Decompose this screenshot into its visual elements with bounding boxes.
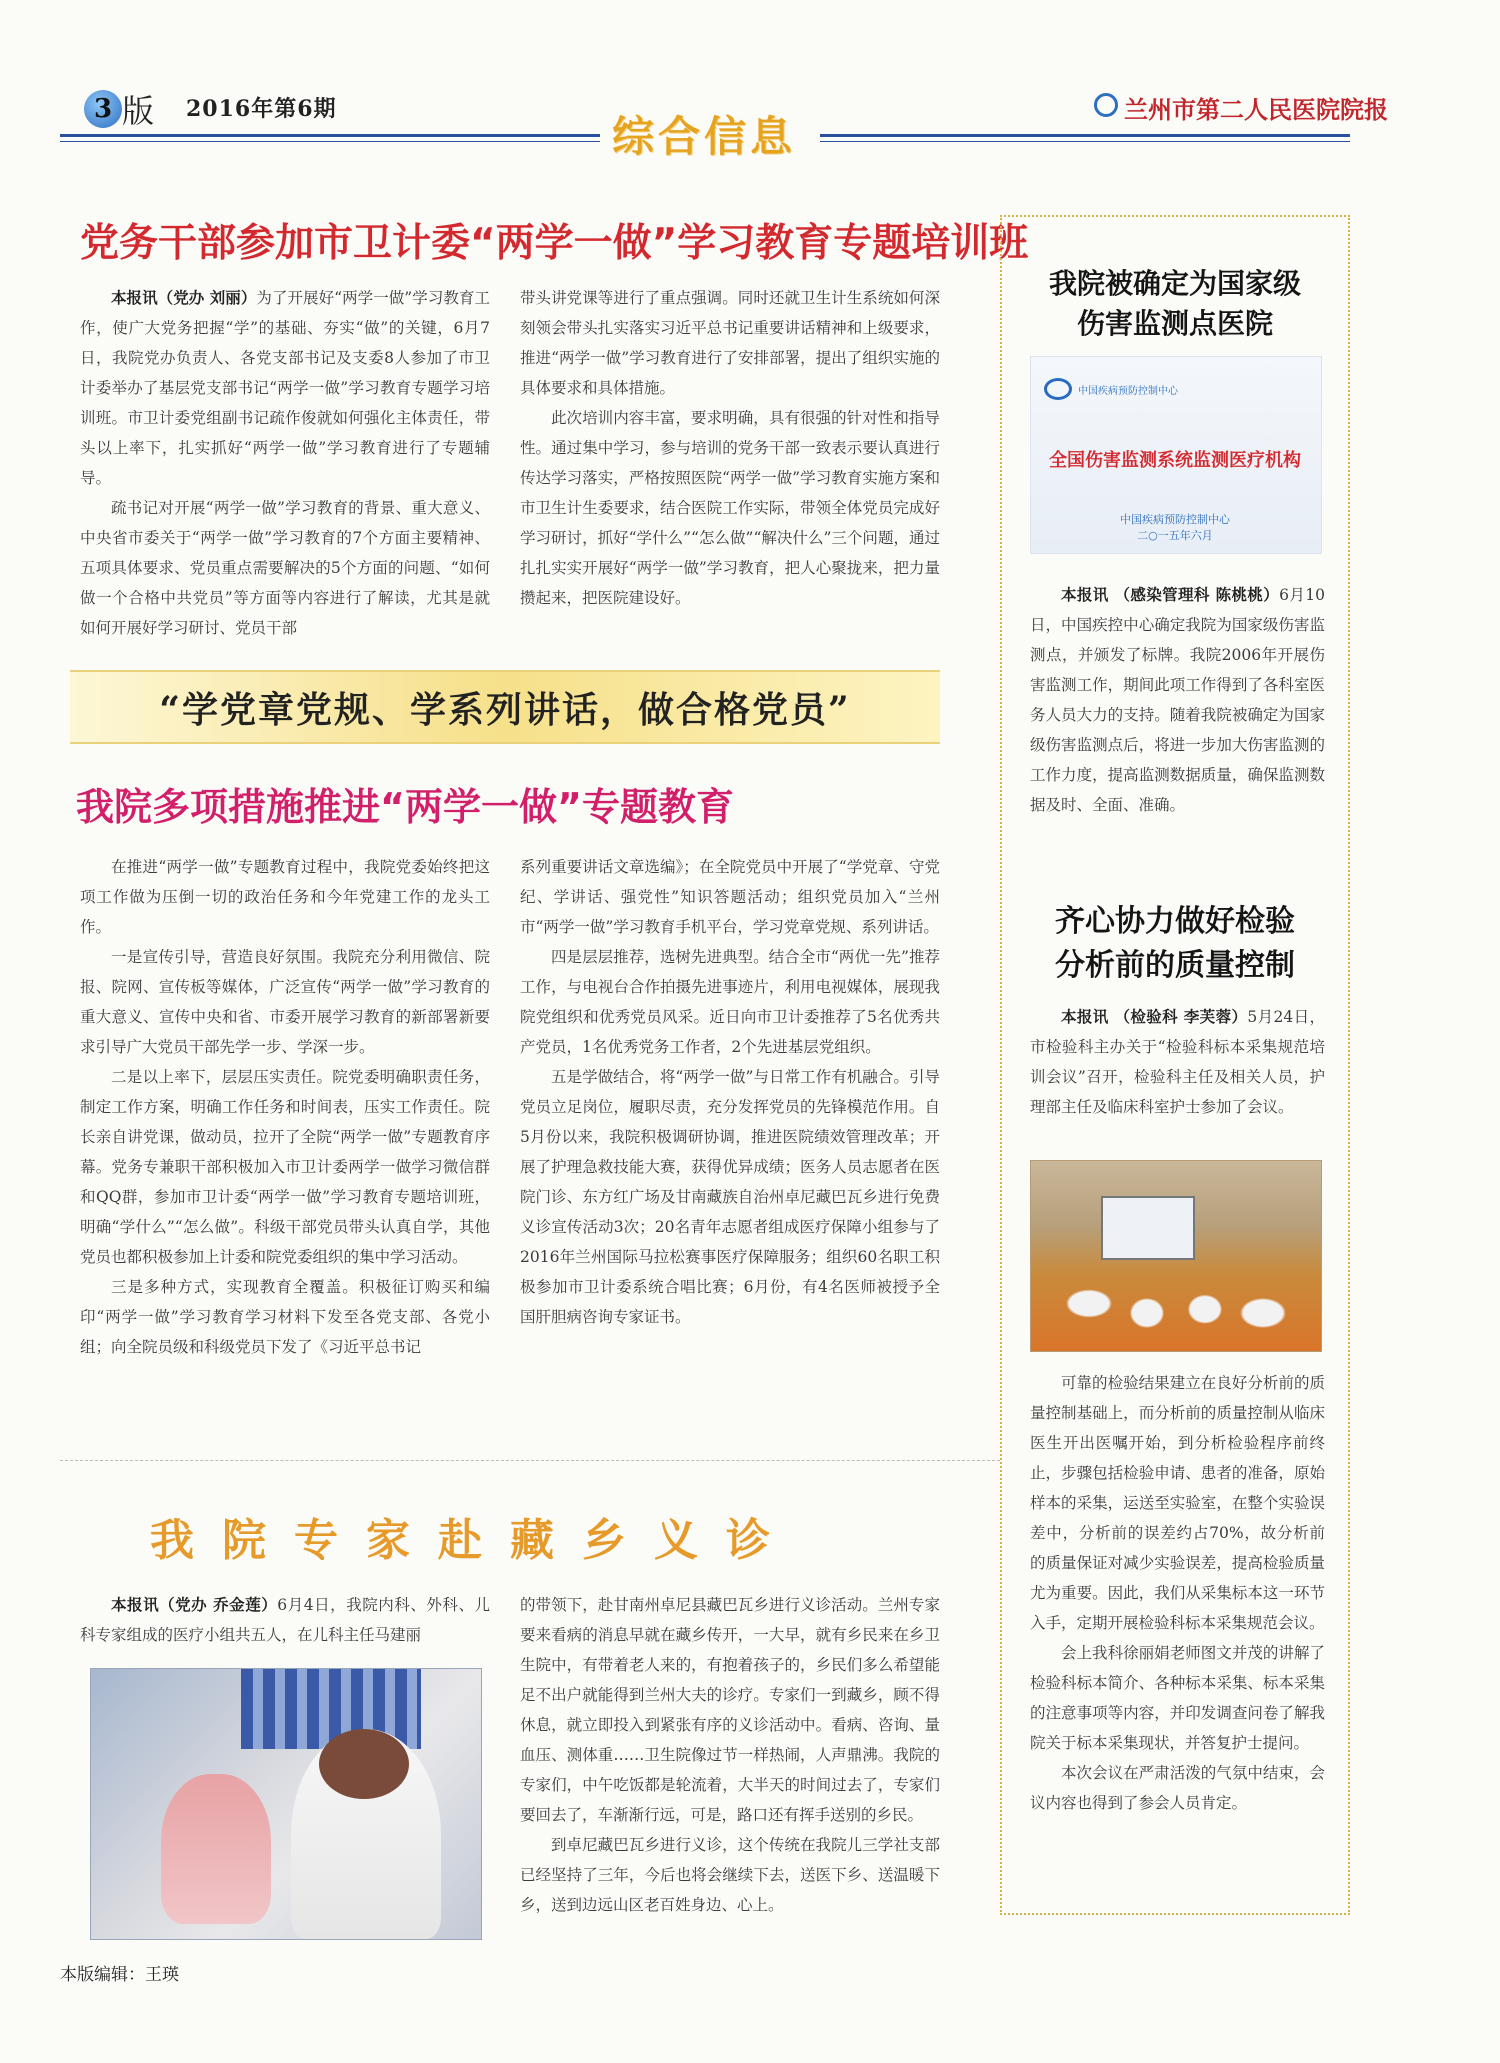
article2-para: 一是宣传引导，营造良好氛围。我院充分利用微信、院报、院网、宣传板等媒体，广泛宣传“两学一做”学习教育的重大意义、宣传中央和省、市委开展学习教育的新部署新要求引导广大党员干部先学一步、学深一步。 [80,948,490,1056]
page-number-badge: 3 [84,90,122,128]
sidebar2-body [1030,1368,1325,1818]
certificate-issuer [1030,512,1320,544]
sidebar2-intro [1030,1002,1325,1122]
article3-byline: 本报讯（党办 乔金莲） [111,1595,278,1614]
newspaper-name: 兰州市第二人民医院院报 [1124,95,1388,124]
article2-col2 [520,852,940,1332]
sidebar2-byline: 本报讯 （检验科 李芙蓉） [1061,1007,1248,1026]
article1-col2 [520,283,940,613]
sidebar2-para: 本次会议在严肃活泼的气氛中结束，会议内容也得到了参会人员肯定。 [1030,1764,1325,1812]
article3-para: 本报讯（党办 乔金莲）6月4日，我院内科、外科、儿科专家组成的医疗小组共五人，在儿科主任马建丽 [80,1595,490,1644]
issue-date: 2016年第6期 [186,96,337,122]
article3-headline: 我院专家赴藏乡义诊 [150,1515,798,1566]
page-editor: 本版编辑：王瑛 [60,1965,179,1985]
article1-byline: 本报讯（党办 刘丽） [111,288,257,307]
article1-para: 此次培训内容丰富，要求明确，具有很强的针对性和指导性。通过集中学习，参与培训的党务干部一致表示要认真进行传达学习落实，严格按照医院“两学一做”学习教育实施方案和市卫生计生委要求，结合医院工作实际，带领全体党员完成好学习研讨，抓好“学什么”“怎么做”“解决什么”三个问题，通过扎扎实实开展好“两学一做”学习教育，把人心聚拢来，把力量攒起来，把医院建设好。 [520,409,940,607]
article2-headline: 我院多项措施推进“两学一做”专题教育 [76,785,734,829]
article1-para: 疏书记对开展“两学一做”学习教育的背景、重大意义、中央省市委关于“两学一做”学习教育的7个方面主要精神、五项具体要求、党员重点需要解决的5个方面的问题、“如何做一个合格中共党员”等方面等内容进行了解读，尤其是就如何开展好学习研讨、党员干部 [80,499,490,637]
page-label: 版 [122,92,155,130]
article3-col1 [80,1590,490,1650]
section-divider [60,1460,1000,1461]
article1-col1 [80,283,490,643]
sidebar1-byline: 本报讯 （感染管理科 陈桃桃） [1061,585,1280,604]
masthead-rule-left-thin [60,141,600,142]
article1-para: 本报讯（党办 刘丽）为了开展好“两学一做”学习教育工作，使广大党务把握“学”的基础、夯实“做”的关键，6月7日，我院党办负责人、各党支部书记及支委8人参加了市卫计委举办了基层党支部书记“两学一做”学习教育专题学习培训班。市卫计委党组副书记疏作俊就如何强化主体责任，带头以上率下，扎实抓好“两学一做”学习教育进行了专题辅导。 [80,288,490,487]
photo-doctor-hair [319,1729,409,1799]
sidebar2-headline-l2: 分析前的质量控制 [1055,948,1295,983]
hospital-logo-icon [1094,93,1118,117]
sidebar1-para: 本报讯 （感染管理科 陈桃桃）6月10日，中国疾控中心确定我院为国家级伤害监测点，并颁发了标牌。我院2006年开展伤害监测工作，期间此项工作得到了各科室医务人员大力的支持。随着我院被确定为国家级伤害监测点后，将进一步加大伤害监测的工作力度，提高监测数据质量，确保监测数据及时、全面、准确。 [1030,585,1326,814]
article2-para: 五是学做结合，将“两学一做”与日常工作有机融合。引导党员立足岗位，履职尽责，充分发挥党员的先锋模范作用。自5月份以来，我院积极调研协调，推进医院绩效管理改革；开展了护理急救技能大赛，获得优异成绩；医务人员志愿者在医院门诊、东方红广场及甘南藏族自治州卓尼藏巴瓦乡进行免费义诊宣传活动3次；20名青年志愿者组成医疗保障小组参与了2016年兰州国际马拉松赛事医疗保障服务；组织60名职工积极参加市卫计委系统合唱比赛；6月份，有4名医师被授予全国肝胆病咨询专家证书。 [520,1068,940,1326]
article2-para: 三是多种方式，实现教育全覆盖。积极征订购买和编印“两学一做”学习教育学习材料下发至各党支部、各党小组；向全院员级和科级党员下发了《习近平总书记 [80,1278,490,1356]
article1-para: 带头讲党课等进行了重点强调。同时还就卫生计生系统如何深刻领会带头扎实落实习近平总书记重要讲话精神和上级要求，推进“两学一做”学习教育进行了安排部署，提出了组织实施的具体要求和具体措施。 [520,289,940,397]
article2-para: 四是层层推荐，选树先进典型。结合全市“两优一先”推荐工作，与电视台合作拍摄先进事迹片，利用电视媒体，展现我院党组织和优秀党员风采。近日向市卫计委推荐了5名优秀共产党员，1名优秀党务工作者，2个先进基层党组织。 [520,948,940,1056]
sidebar1-headline-l2: 伤害监测点医院 [1076,307,1273,340]
certificate-title: 全国伤害监测系统监测医疗机构 [1049,450,1301,471]
sidebar2-headline-l1: 齐心协力做好检验 [1055,904,1295,939]
masthead-rule-right [820,134,1350,137]
slogan-text: “学党章党规、学系列讲话，做合格党员” [159,689,851,731]
certificate-issuer-line: 二○一五年六月 [1137,529,1213,542]
article3-para: 到卓尼藏巴瓦乡进行义诊，这个传统在我院儿三学社支部已经坚持了三年，今后也将会继续下去，送医下乡、送温暖下乡，送到边远山区老百姓身边、心上。 [520,1836,940,1914]
article3-para: 的带领下，赴甘南州卓尼县藏巴瓦乡进行义诊活动。兰州专家要来看病的消息早就在藏乡传开，一大早，就有乡民来在乡卫生院中，有带着老人来的，有抱着孩子的，乡民们多么希望能足不出户就能得到兰州大夫的诊疗。专家们一到藏乡，顾不得休息，就立即投入到紧张有序的义诊活动中。看病、咨询、量血压、测体重……卫生院像过节一样热闹，人声鼎沸。我院的专家们，中午吃饭都是轮流着，大半天的时间过去了，专家们要回去了，车渐渐行远，可是，路口还有挥手送别的乡民。 [520,1596,940,1824]
masthead-rule-right-thin [820,141,1350,142]
photo-projection-screen [1101,1196,1195,1260]
section-title: 综合信息 [611,112,796,161]
meeting-photo [1030,1160,1322,1352]
clinic-photo [90,1668,482,1940]
masthead-rule-left [60,134,600,137]
article2-para: 系列重要讲话文章选编》；在全院党员中开展了“学党章、守党纪、学讲话、强党性”知识答题活动；组织党员加入“兰州市“两学一做”学习教育手机平台，学习党章党规、系列讲话。 [520,858,940,936]
sidebar2-para: 本报讯 （检验科 李芙蓉）5月24日，市检验科主办关于“检验科标本采集规范培训会议”召开，检验科主任及相关人员，护理部主任及临床科室护士参加了会议。 [1030,1007,1325,1116]
certificate-issuer-line: 中国疾病预防控制中心 [1120,513,1230,526]
certificate-org: 中国疾病预防控制中心 [1078,386,1178,397]
article2-para: 在推进“两学一做”专题教育过程中，我院党委始终把这项工作做为压倒一切的政治任务和今年党建工作的龙头工作。 [80,858,490,936]
article1-headline: 党务干部参加市卫计委“两学一做”学习教育专题培训班 [80,221,1029,266]
article3-col2 [520,1590,940,1920]
sidebar2-para: 会上我科徐丽娟老师图文并茂的讲解了检验科标本简介、各种标本采集、标本采集的注意事项等内容，并印发调查问卷了解我院关于标本采集现状，并答复护士提问。 [1030,1644,1325,1752]
sidebar1-headline-l1: 我院被确定为国家级 [1048,267,1301,300]
photo-child [161,1774,271,1924]
article2-col1 [80,852,490,1362]
sidebar1-body [1030,580,1325,820]
sidebar2-para: 可靠的检验结果建立在良好分析前的质量控制基础上，而分析前的质量控制从临床医生开出医嘱开始，到分析检验程序前终止，步骤包括检验申请、患者的准备，原始样本的采集，运送至实验室，在整个实验误差中，分析前的误差约占70%，故分析前的质量保证对减少实验误差，提高检验质量尤为重要。因此，我们从采集标本这一环节入手，定期开展检验科标本采集规范会议。 [1030,1374,1325,1632]
article2-para: 二是以上率下，层层压实责任。院党委明确职责任务，制定工作方案，明确工作任务和时间表，压实工作责任。院长亲自讲党课，做动员，拉开了全院“两学一做”专题教育序幕。党务专兼职干部积极加入市卫计委两学一做学习微信群和QQ群，参加市卫计委“两学一做”学习教育专题培训班，明确“学什么”“怎么做”。科级干部党员带头认真自学，其他党员也都积极参加上计委和院党委组织的集中学习活动。 [80,1068,490,1266]
cdc-logo-icon [1044,378,1072,400]
